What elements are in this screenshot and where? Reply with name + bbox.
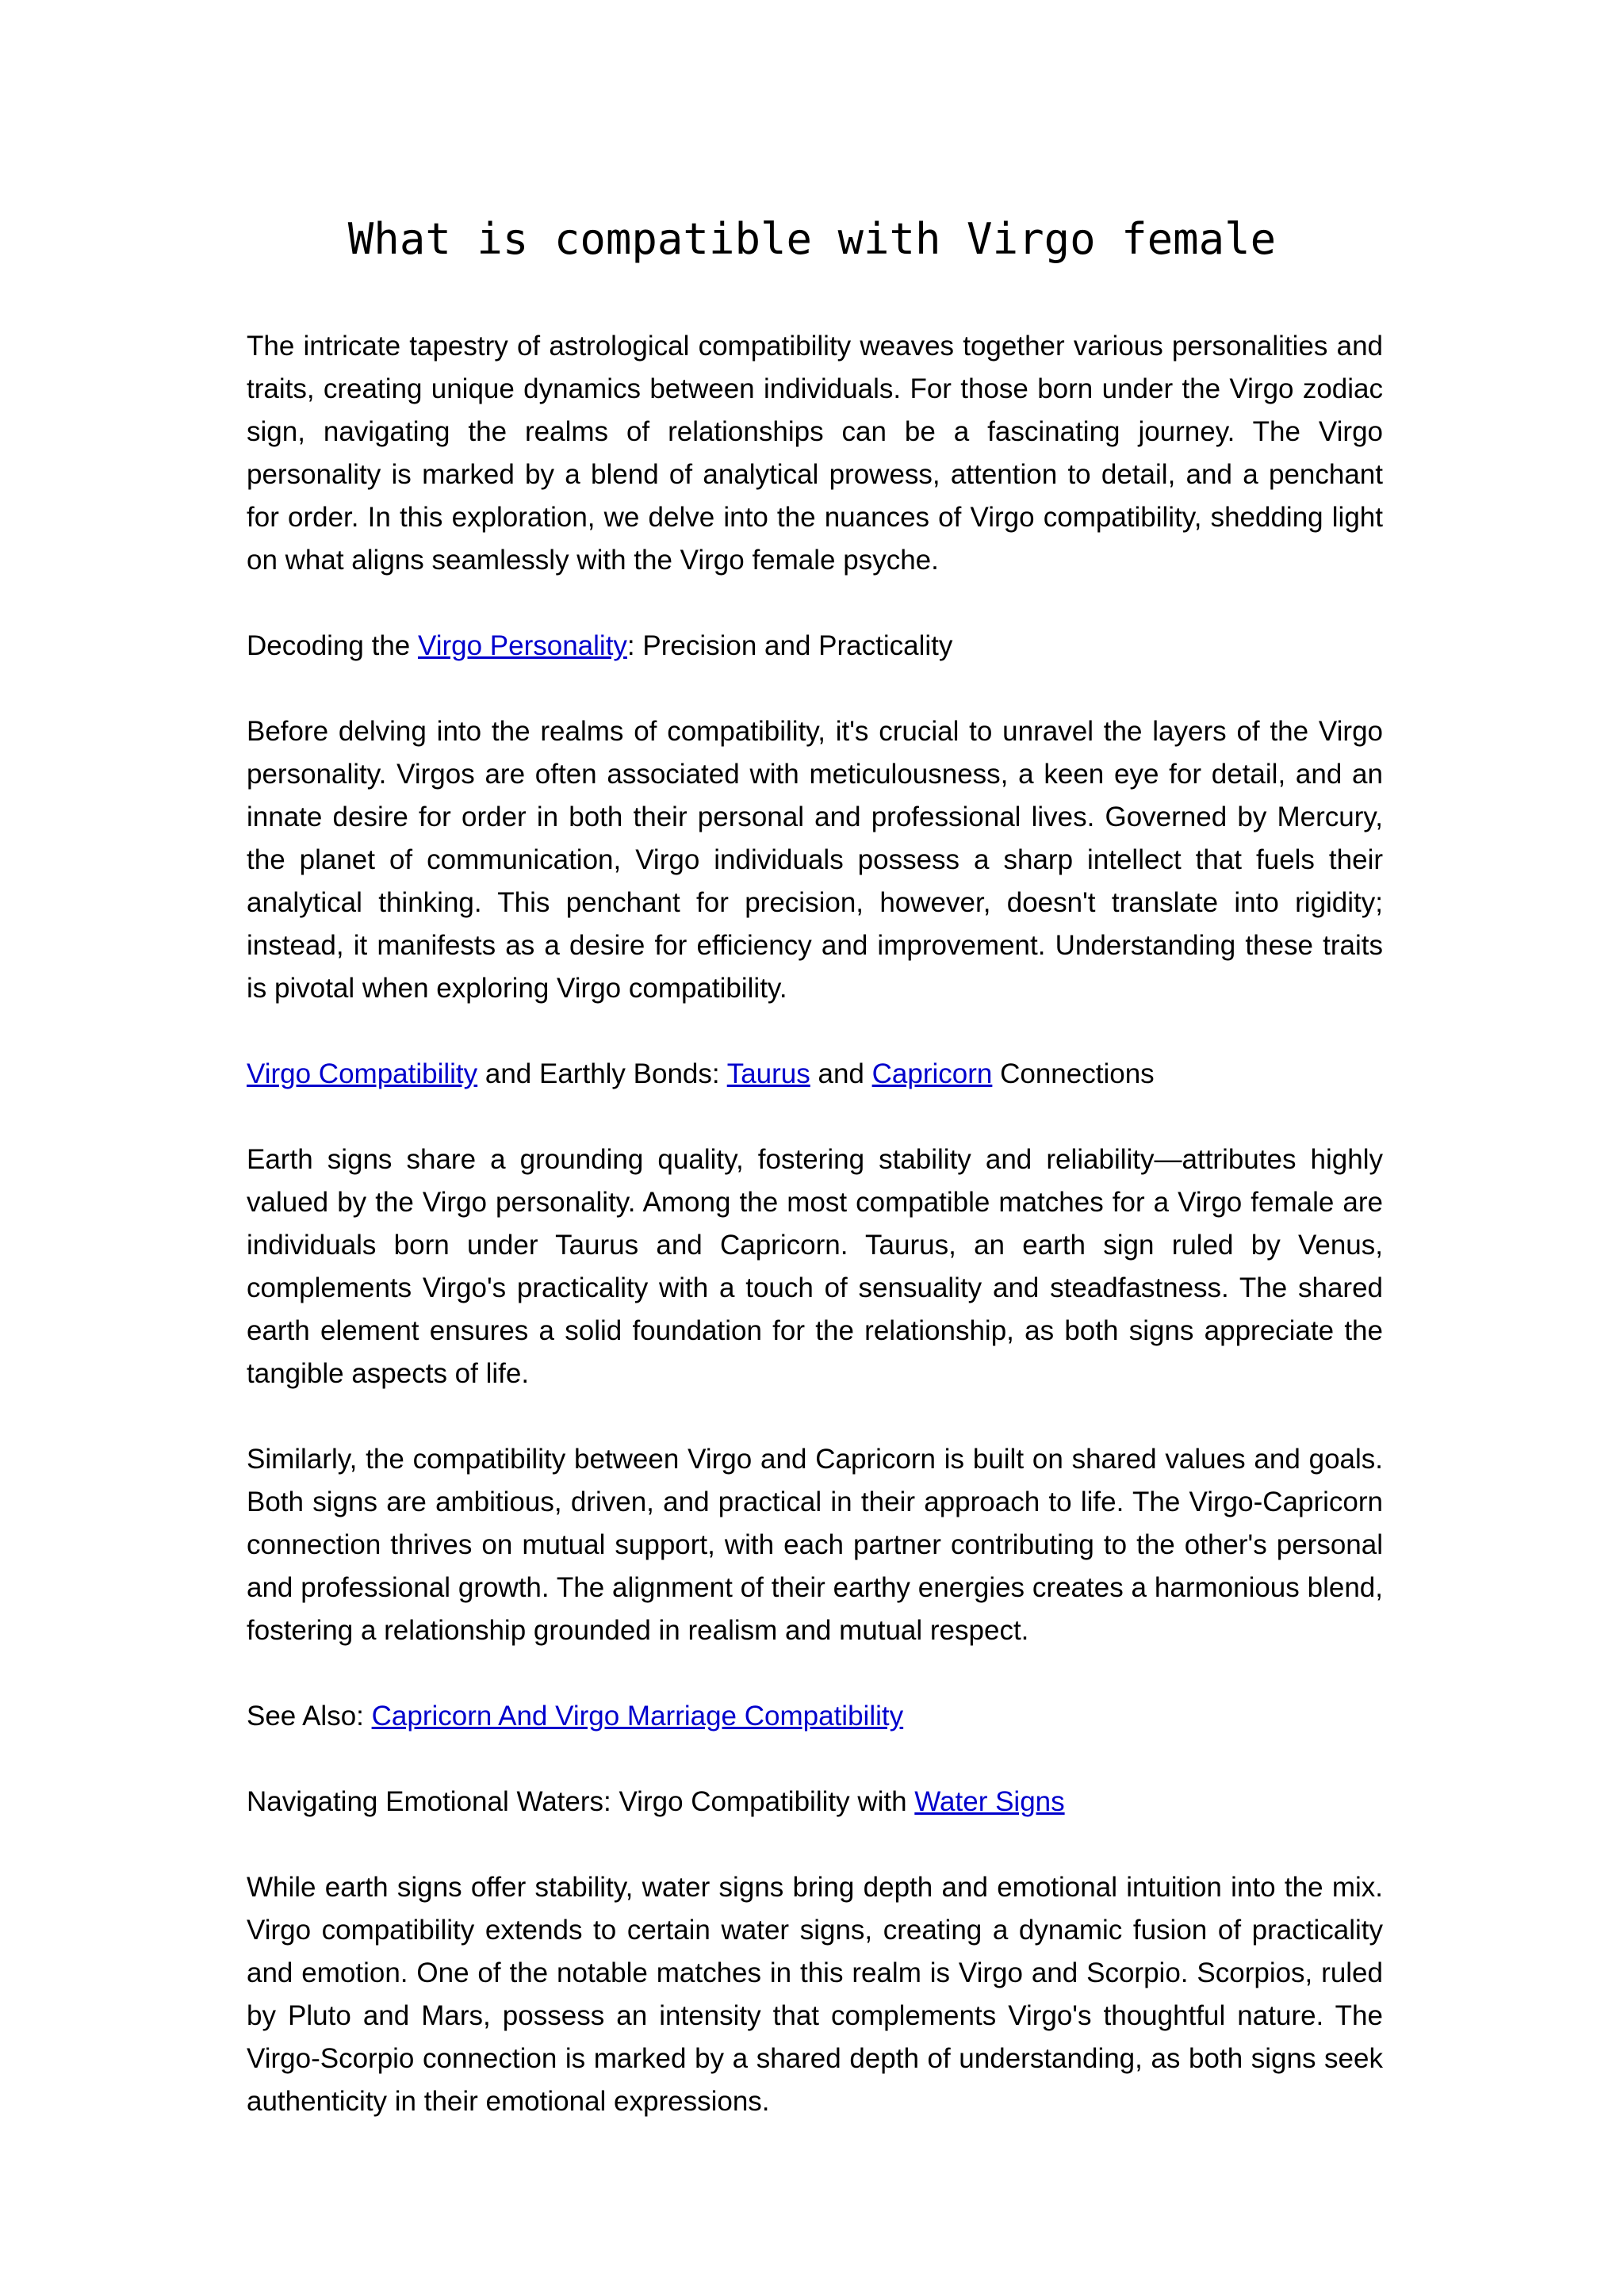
section-heading-water-signs [247,1781,1383,1823]
capricorn-paragraph: Similarly, the compatibility between Virgo and Capricorn is built on shared values and goals. Both signs are ambitious, driven, and practical in their approach to life. The Virgo-Capricorn connection thrives on mutual support, with each partner contributing to the other's personal and professional growth. The alignment of their earthy energies creates a harmonious blend, fostering a relationship grounded in realism and mutual respect. [247,1444,1383,1646]
heading-text: Navigating Emotional Waters: Virgo Compatibility with [247,1786,915,1817]
virgo-compatibility-link[interactable]: Virgo Compatibility [247,1058,478,1089]
personality-paragraph: Before delving into the realms of compatibility, it's crucial to unravel the layers of the Virgo personality. Virgos are often associated with meticulousness, a keen eye for detail, and an innate desire for order in both their personal and professional lives. Governed by Mercury, the planet of communication, Virgo individuals possess a sharp intellect that fuels their analytical thinking. This penchant for precision, however, doesn't translate into rigidity; instead, it manifests as a desire for efficiency and improvement. Understanding these traits is pivotal when exploring Virgo compatibility. [247,716,1383,1004]
page-title: What is compatible with Virgo female [347,214,1277,264]
see-also-label: See Also: [247,1701,372,1732]
intro-paragraph: The intricate tapestry of astrological compatibility weaves together various personalities and traits, creating unique dynamics between individuals. For those born under the Virgo zodiac sign, navigating the realms of relationships can be a fascinating journey. The Virgo personality is marked by a blend of analytical prowess, attention to detail, and a penchant for order. In this exploration, we delve into the nuances of Virgo compatibility, shedding light on what aligns seamlessly with the Virgo female psyche. [247,331,1383,576]
heading-text: Decoding the [247,630,418,661]
capricorn-link[interactable]: Capricorn [871,1058,993,1089]
heading-text: : Precision and Practicality [626,630,953,661]
heading-text: and Earthly Bonds: [477,1058,727,1089]
water-signs-paragraph: While earth signs offer stability, water signs bring depth and emotional intuition into the mix. Virgo compatibility extends to certain water signs, creating a dynamic fusion of practicality and emotion. One of the notable matches in this realm is Virgo and Scorpio. Scorpios, ruled by Pluto and Mars, possess an intensity that complements Virgo's thoughtful nature. The Virgo-Scorpio connection is marked by a shared depth of understanding, as both signs seek authenticity in their emotional expressions. [247,1872,1383,2117]
see-also-line [247,1695,1383,1738]
water-signs-link[interactable]: Water Signs [914,1786,1065,1817]
heading-text: Connections [992,1058,1155,1089]
article-body [247,325,1383,2166]
heading-text: and [810,1058,872,1089]
earth-signs-paragraph: Earth signs share a grounding quality, fostering stability and reliability—attributes highly valued by the Virgo personality. Among the most compatible matches for a Virgo female are individuals born under Taurus and Capricorn. Taurus, an earth sign ruled by Venus, complements Virgo's practicality with a touch of sensuality and steadfastness. The shared earth element ensures a solid foundation for the relationship, as both signs appreciate the tangible aspects of life. [247,1144,1383,1389]
taurus-link[interactable]: Taurus [726,1058,810,1089]
section-heading-earthly-bonds [247,1053,1383,1096]
section-heading-personality [247,625,1383,668]
virgo-personality-link[interactable]: Virgo Personality [417,630,627,661]
capricorn-virgo-marriage-link[interactable]: Capricorn And Virgo Marriage Compatibility [371,1701,904,1732]
